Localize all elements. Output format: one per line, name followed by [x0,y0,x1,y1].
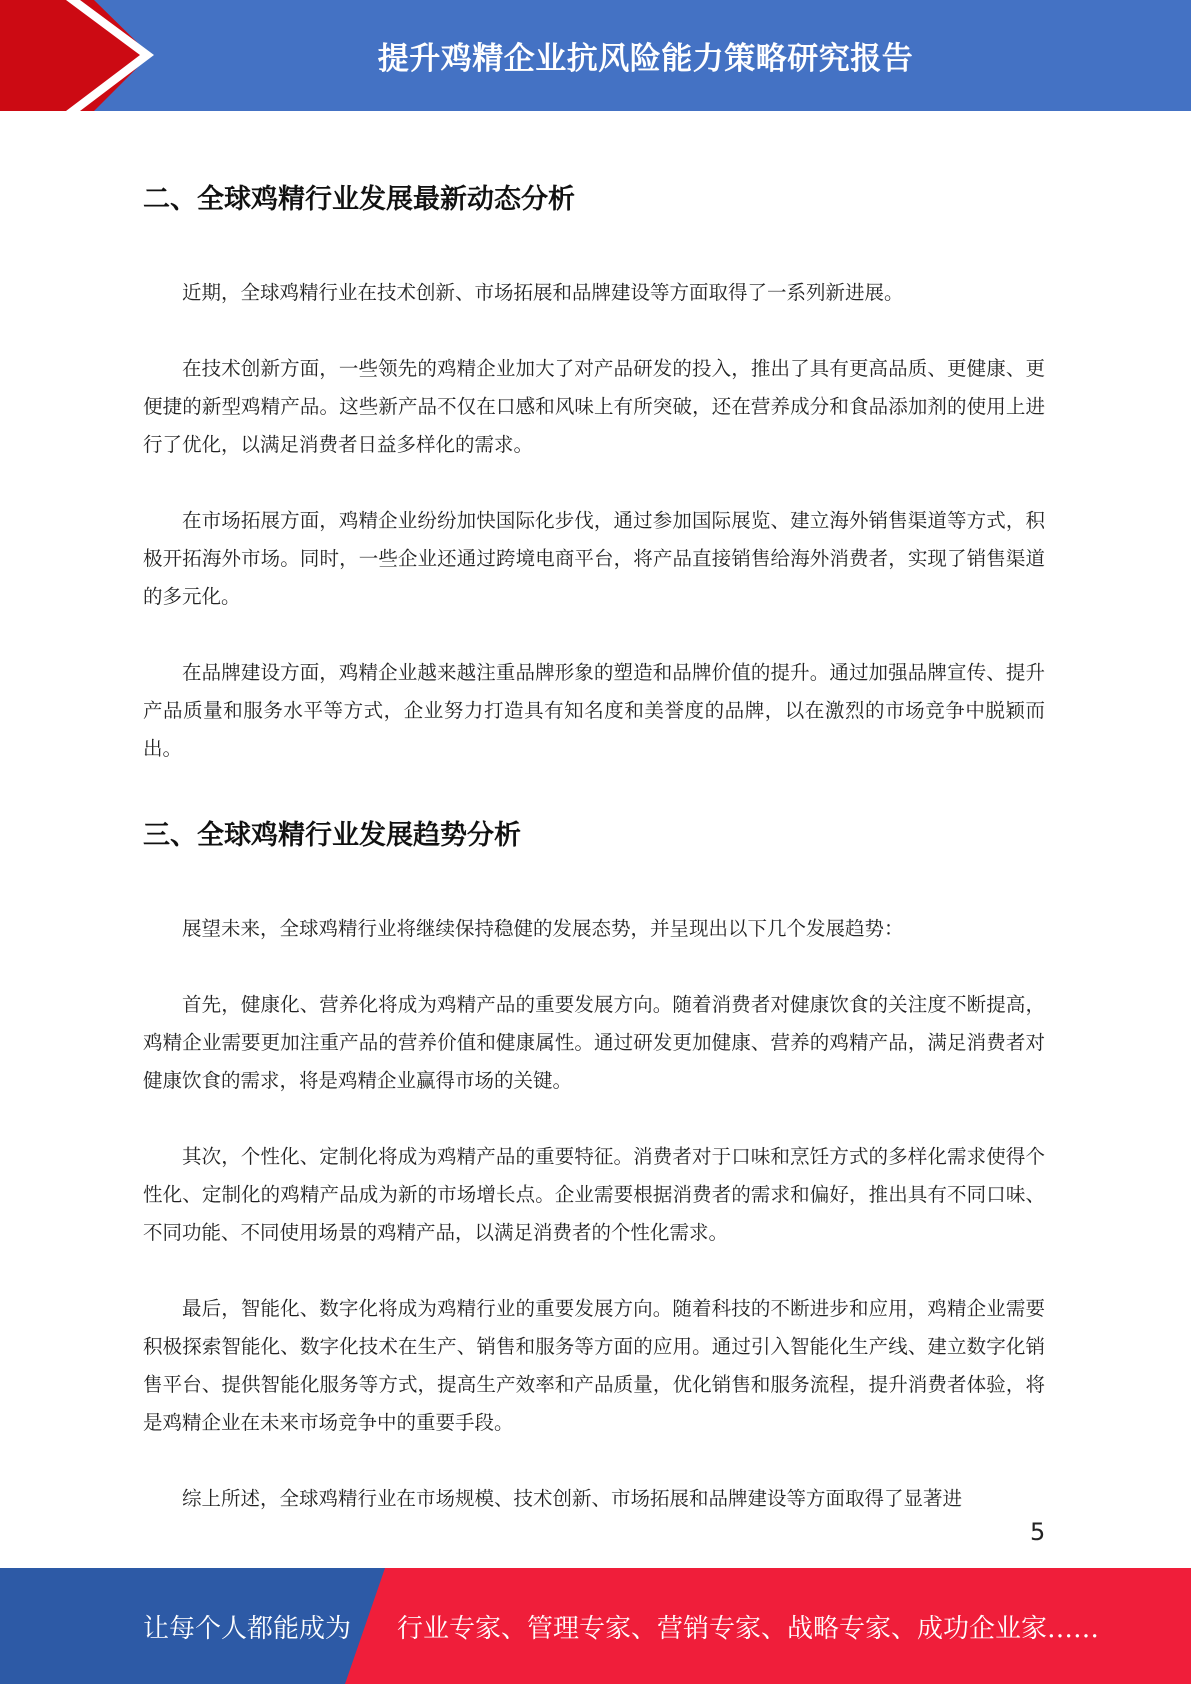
page-number: 5 [1030,1518,1046,1546]
paragraph: 最后，智能化、数字化将成为鸡精行业的重要发展方向。随着科技的不断进步和应用，鸡精企业需要积极探索智能化、数字化技术在生产、销售和服务等方面的应用。通过引入智能化生产线、建立数字化销售平台、提供智能化服务等方式，提高生产效率和产品质量，优化销售和服务流程，提升消费者体验，将是鸡精企业在未来市场竞争中的重要手段。 [143,1297,1045,1434]
paragraph: 在市场拓展方面，鸡精企业纷纷加快国际化步伐，通过参加国际展览、建立海外销售渠道等方式，积极开拓海外市场。同时，一些企业还通过跨境电商平台，将产品直接销售给海外消费者，实现了销售渠道的多元化。 [143,509,1045,608]
paragraph: 在技术创新方面，一些领先的鸡精企业加大了对产品研发的投入，推出了具有更高品质、更健康、更便捷的新型鸡精产品。这些新产品不仅在口感和风味上有所突破，还在营养成分和食品添加剂的使用上进行了优化，以满足消费者日益多样化的需求。 [143,357,1045,456]
footer-slogan-right: 行业专家、管理专家、营销专家、战略专家、成功企业家…… [397,1613,1100,1644]
document-body [143,170,1045,1518]
page-footer [0,1568,1191,1684]
paragraph: 展望未来，全球鸡精行业将继续保持稳健的发展态势，并呈现出以下几个发展趋势： [182,917,904,940]
paragraph: 首先，健康化、营养化将成为鸡精产品的重要发展方向。随着消费者对健康饮食的关注度不断提高，鸡精企业需要更加注重产品的营养价值和健康属性。通过研发更加健康、营养的鸡精产品，满足消费者对健康饮食的需求，将是鸡精企业赢得市场的关键。 [143,993,1045,1092]
paragraph: 综上所述，全球鸡精行业在市场规模、技术创新、市场拓展和品牌建设等方面取得了显著进 [182,1487,963,1510]
footer-slogan-left: 让每个人都能成为 [143,1613,352,1644]
paragraph: 其次，个性化、定制化将成为鸡精产品的重要特征。消费者对于口味和烹饪方式的多样化需求使得个性化、定制化的鸡精产品成为新的市场增长点。企业需要根据消费者的需求和偏好，推出具有不同口味、不同功能、不同使用场景的鸡精产品，以满足消费者的个性化需求。 [143,1145,1045,1244]
report-title: 提升鸡精企业抗风险能力策略研究报告 [377,41,914,77]
paragraph: 在品牌建设方面，鸡精企业越来越注重品牌形象的塑造和品牌价值的提升。通过加强品牌宣传、提升产品质量和服务水平等方式，企业努力打造具有知名度和美誉度的品牌，以在激烈的市场竞争中脱颖而出。 [143,661,1045,760]
section-heading: 三、全球鸡精行业发展趋势分析 [143,820,521,851]
header-arrow-decoration [0,0,150,111]
paragraph: 近期，全球鸡精行业在技术创新、市场拓展和品牌建设等方面取得了一系列新进展。 [182,281,904,304]
page-header [0,0,1191,111]
section-heading: 二、全球鸡精行业发展最新动态分析 [143,184,575,215]
